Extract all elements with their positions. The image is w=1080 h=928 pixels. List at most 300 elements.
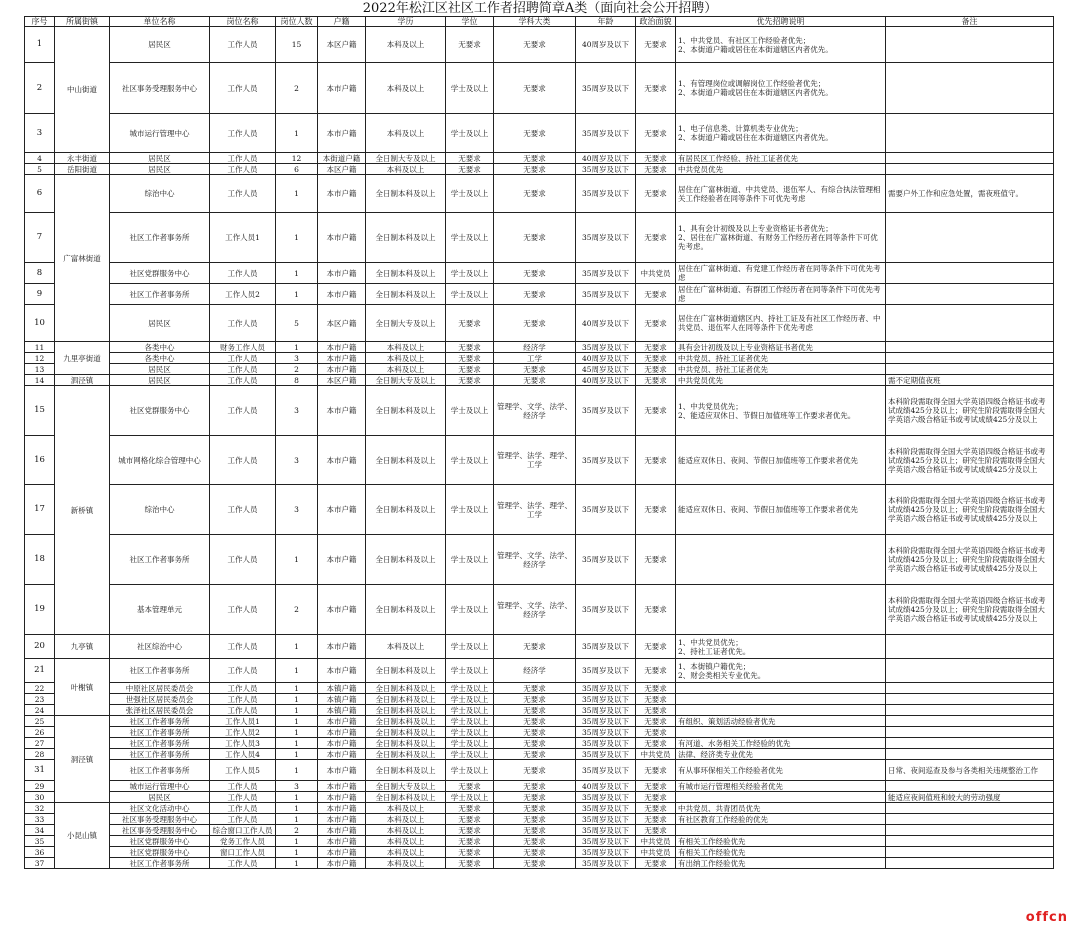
- count-cell: 12: [276, 153, 318, 164]
- hukou-cell: 本市户籍: [318, 114, 366, 153]
- post-cell: 工作人员2: [210, 727, 276, 738]
- post-cell: 工作人员: [210, 683, 276, 694]
- note-cell: 需要户外工作和应急处置，需夜班值守。: [886, 175, 1054, 213]
- politics-cell: 无要求: [636, 858, 676, 869]
- major-cell: 无要求: [494, 635, 576, 659]
- table-row: [25, 375, 1054, 386]
- hukou-cell: 本市户籍: [318, 284, 366, 305]
- column-header: 学位: [446, 17, 494, 27]
- degree-cell: 无要求: [446, 858, 494, 869]
- post-cell: 工作人员: [210, 386, 276, 436]
- row-number: 6: [25, 175, 55, 213]
- note-cell: 能适应夜间值班和较大的劳动强度: [886, 792, 1054, 803]
- degree-cell: 学士及以上: [446, 485, 494, 535]
- row-number: 32: [25, 803, 55, 814]
- politics-cell: 无要求: [636, 683, 676, 694]
- politics-cell: 无要求: [636, 738, 676, 749]
- politics-cell: 无要求: [636, 485, 676, 535]
- unit-cell: 各类中心: [110, 353, 210, 364]
- major-cell: 无要求: [494, 760, 576, 781]
- major-cell: 无要求: [494, 284, 576, 305]
- post-cell: 工作人员: [210, 814, 276, 825]
- age-cell: 35周岁及以下: [576, 659, 636, 683]
- politics-cell: 无要求: [636, 727, 676, 738]
- major-cell: 无要求: [494, 738, 576, 749]
- edu-cell: 本科及以上: [366, 814, 446, 825]
- priority-cell: [676, 705, 886, 716]
- hukou-cell: 本街道户籍: [318, 153, 366, 164]
- edu-cell: 全日制本科及以上: [366, 263, 446, 284]
- age-cell: 35周岁及以下: [576, 535, 636, 585]
- post-cell: 工作人员: [210, 164, 276, 175]
- count-cell: 3: [276, 436, 318, 485]
- politics-cell: 无要求: [636, 760, 676, 781]
- row-number: 19: [25, 585, 55, 635]
- degree-cell: 无要求: [446, 353, 494, 364]
- unit-cell: 各类中心: [110, 342, 210, 353]
- age-cell: 35周岁及以下: [576, 63, 636, 114]
- unit-cell: 综治中心: [110, 175, 210, 213]
- table-row: [25, 485, 1054, 535]
- post-cell: 工作人员: [210, 305, 276, 342]
- note-cell: [886, 705, 1054, 716]
- age-cell: 35周岁及以下: [576, 814, 636, 825]
- age-cell: 40周岁及以下: [576, 153, 636, 164]
- priority-cell: 有相关工作经验优先: [676, 847, 886, 858]
- row-number: 15: [25, 386, 55, 436]
- note-cell: [886, 803, 1054, 814]
- priority-cell: 居住在广富林街道、有群团工作经历者在同等条件下可优先考虑: [676, 284, 886, 305]
- age-cell: 35周岁及以下: [576, 635, 636, 659]
- post-cell: 工作人员: [210, 353, 276, 364]
- priority-cell: 中共党员、持社工证者优先: [676, 353, 886, 364]
- recruitment-table: [24, 16, 1054, 869]
- politics-cell: 无要求: [636, 585, 676, 635]
- edu-cell: 本科及以上: [366, 164, 446, 175]
- major-cell: 无要求: [494, 263, 576, 284]
- edu-cell: 全日制本科及以上: [366, 738, 446, 749]
- unit-cell: 居民区: [110, 164, 210, 175]
- note-cell: [886, 263, 1054, 284]
- hukou-cell: 本市户籍: [318, 803, 366, 814]
- major-cell: 无要求: [494, 164, 576, 175]
- hukou-cell: 本市户籍: [318, 814, 366, 825]
- politics-cell: 无要求: [636, 213, 676, 263]
- unit-cell: 社区工作者事务所: [110, 858, 210, 869]
- age-cell: 35周岁及以下: [576, 825, 636, 836]
- priority-cell: 中共党员、持社工证者优先: [676, 364, 886, 375]
- row-number: 13: [25, 364, 55, 375]
- post-cell: 工作人员: [210, 175, 276, 213]
- offcn-watermark: offcn: [1025, 910, 1068, 925]
- edu-cell: 本科及以上: [366, 63, 446, 114]
- age-cell: 35周岁及以下: [576, 694, 636, 705]
- table-body: [25, 27, 1054, 869]
- post-cell: 工作人员3: [210, 738, 276, 749]
- count-cell: 1: [276, 792, 318, 803]
- major-cell: 无要求: [494, 847, 576, 858]
- hukou-cell: 本区户籍: [318, 164, 366, 175]
- degree-cell: 学士及以上: [446, 705, 494, 716]
- priority-cell: 中共党员优先: [676, 164, 886, 175]
- table-row: [25, 716, 1054, 727]
- count-cell: 3: [276, 353, 318, 364]
- major-cell: 无要求: [494, 803, 576, 814]
- post-cell: 工作人员: [210, 858, 276, 869]
- politics-cell: 无要求: [636, 375, 676, 386]
- unit-cell: 社区工作者事务所: [110, 659, 210, 683]
- politics-cell: 无要求: [636, 694, 676, 705]
- hukou-cell: 本市户籍: [318, 781, 366, 792]
- unit-cell: 社区事务受理服务中心: [110, 825, 210, 836]
- priority-cell: 1、中共党员优先； 2、持社工证者优先。: [676, 635, 886, 659]
- unit-cell: 城市运行管理中心: [110, 114, 210, 153]
- hukou-cell: 本市户籍: [318, 847, 366, 858]
- priority-cell: [676, 825, 886, 836]
- age-cell: 35周岁及以下: [576, 749, 636, 760]
- note-cell: [886, 164, 1054, 175]
- edu-cell: 全日制本科及以上: [366, 659, 446, 683]
- table-row: [25, 727, 1054, 738]
- edu-cell: 全日制本科及以上: [366, 284, 446, 305]
- age-cell: 35周岁及以下: [576, 342, 636, 353]
- edu-cell: 本科及以上: [366, 847, 446, 858]
- priority-cell: [676, 792, 886, 803]
- degree-cell: 学士及以上: [446, 585, 494, 635]
- degree-cell: 无要求: [446, 27, 494, 63]
- major-cell: 无要求: [494, 814, 576, 825]
- post-cell: 窗口工作人员: [210, 847, 276, 858]
- unit-cell: 社区文化活动中心: [110, 803, 210, 814]
- politics-cell: 无要求: [636, 114, 676, 153]
- hukou-cell: 本市户籍: [318, 485, 366, 535]
- row-number: 33: [25, 814, 55, 825]
- table-row: [25, 749, 1054, 760]
- edu-cell: 本科及以上: [366, 114, 446, 153]
- degree-cell: 学士及以上: [446, 63, 494, 114]
- major-cell: 无要求: [494, 305, 576, 342]
- degree-cell: 无要求: [446, 364, 494, 375]
- degree-cell: 学士及以上: [446, 716, 494, 727]
- edu-cell: 本科及以上: [366, 27, 446, 63]
- unit-cell: 社区工作者事务所: [110, 727, 210, 738]
- table-row: [25, 814, 1054, 825]
- note-cell: 本科阶段需取得全国大学英语四级合格证书或考试成绩425分及以上；研究生阶段需取得全国大学英语六级合格证书或考试成绩425分及以上: [886, 386, 1054, 436]
- major-cell: 管理学、文学、法学、经济学: [494, 386, 576, 436]
- major-cell: 无要求: [494, 694, 576, 705]
- age-cell: 35周岁及以下: [576, 705, 636, 716]
- table-header: [25, 17, 1054, 27]
- age-cell: 35周岁及以下: [576, 485, 636, 535]
- unit-cell: 社区事务受理服务中心: [110, 814, 210, 825]
- edu-cell: 全日制本科及以上: [366, 716, 446, 727]
- post-cell: 工作人员: [210, 263, 276, 284]
- post-cell: 党务工作人员: [210, 836, 276, 847]
- hukou-cell: 本市户籍: [318, 386, 366, 436]
- count-cell: 1: [276, 803, 318, 814]
- politics-cell: 无要求: [636, 705, 676, 716]
- note-cell: 日常、夜间巡查及参与各类相关违规整治工作: [886, 760, 1054, 781]
- major-cell: 无要求: [494, 63, 576, 114]
- hukou-cell: 本市户籍: [318, 342, 366, 353]
- age-cell: 35周岁及以下: [576, 284, 636, 305]
- unit-cell: 居民区: [110, 305, 210, 342]
- note-cell: [886, 659, 1054, 683]
- edu-cell: 全日制大专及以上: [366, 153, 446, 164]
- priority-cell: 中共党员优先: [676, 375, 886, 386]
- major-cell: 无要求: [494, 213, 576, 263]
- post-cell: 工作人员: [210, 364, 276, 375]
- note-cell: [886, 727, 1054, 738]
- table-row: [25, 436, 1054, 485]
- unit-cell: 居民区: [110, 364, 210, 375]
- degree-cell: 学士及以上: [446, 263, 494, 284]
- count-cell: 1: [276, 705, 318, 716]
- degree-cell: 学士及以上: [446, 727, 494, 738]
- priority-cell: 有出纳工作经验优先: [676, 858, 886, 869]
- priority-cell: 能适应双休日、夜间、节假日加值班等工作要求者优先: [676, 436, 886, 485]
- major-cell: 无要求: [494, 727, 576, 738]
- row-number: 31: [25, 760, 55, 781]
- major-cell: 无要求: [494, 749, 576, 760]
- table-row: [25, 342, 1054, 353]
- politics-cell: 中共党员: [636, 836, 676, 847]
- hukou-cell: 本市户籍: [318, 858, 366, 869]
- column-header: 年龄: [576, 17, 636, 27]
- row-number: 35: [25, 836, 55, 847]
- major-cell: 无要求: [494, 705, 576, 716]
- priority-cell: 居住在广富林街道辖区内、持社工证及有社区工作经历者、中共党员、退伍军人在同等条件下优先考虑: [676, 305, 886, 342]
- note-cell: [886, 284, 1054, 305]
- table-row: [25, 386, 1054, 436]
- post-cell: 工作人员: [210, 63, 276, 114]
- table-row: [25, 153, 1054, 164]
- politics-cell: 中共党员: [636, 847, 676, 858]
- major-cell: 无要求: [494, 375, 576, 386]
- unit-cell: 综治中心: [110, 485, 210, 535]
- age-cell: 35周岁及以下: [576, 114, 636, 153]
- degree-cell: 无要求: [446, 803, 494, 814]
- note-cell: 需不定期值夜班: [886, 375, 1054, 386]
- hukou-cell: 本市户籍: [318, 716, 366, 727]
- major-cell: 管理学、法学、理学、工学: [494, 436, 576, 485]
- count-cell: 3: [276, 781, 318, 792]
- degree-cell: 学士及以上: [446, 738, 494, 749]
- degree-cell: 学士及以上: [446, 386, 494, 436]
- table-row: [25, 63, 1054, 114]
- town-cell: 永丰街道: [55, 153, 110, 164]
- unit-cell: 社区工作者事务所: [110, 738, 210, 749]
- post-cell: 工作人员: [210, 27, 276, 63]
- post-cell: 综合窗口工作人员: [210, 825, 276, 836]
- row-number: 2: [25, 63, 55, 114]
- table-row: [25, 364, 1054, 375]
- major-cell: 无要求: [494, 825, 576, 836]
- post-cell: 工作人员5: [210, 760, 276, 781]
- row-number: 23: [25, 694, 55, 705]
- count-cell: 1: [276, 749, 318, 760]
- count-cell: 2: [276, 825, 318, 836]
- edu-cell: 全日制本科及以上: [366, 792, 446, 803]
- row-number: 10: [25, 305, 55, 342]
- age-cell: 40周岁及以下: [576, 353, 636, 364]
- count-cell: 1: [276, 683, 318, 694]
- row-number: 4: [25, 153, 55, 164]
- table-row: [25, 114, 1054, 153]
- degree-cell: 学士及以上: [446, 792, 494, 803]
- age-cell: 40周岁及以下: [576, 781, 636, 792]
- count-cell: 1: [276, 814, 318, 825]
- unit-cell: 社区党群服务中心: [110, 847, 210, 858]
- note-cell: [886, 749, 1054, 760]
- table-row: [25, 213, 1054, 263]
- count-cell: 3: [276, 386, 318, 436]
- priority-cell: 1、有管理岗位或调解岗位工作经验者优先； 2、本街道户籍或居住在本街道辖区内者优先。: [676, 63, 886, 114]
- count-cell: 5: [276, 305, 318, 342]
- degree-cell: 无要求: [446, 305, 494, 342]
- town-cell: 泗泾镇: [55, 375, 110, 386]
- unit-cell: 社区工作者事务所: [110, 535, 210, 585]
- count-cell: 1: [276, 738, 318, 749]
- degree-cell: 无要求: [446, 153, 494, 164]
- degree-cell: 学士及以上: [446, 694, 494, 705]
- degree-cell: 学士及以上: [446, 749, 494, 760]
- column-header: 岗位人数: [276, 17, 318, 27]
- age-cell: 45周岁及以下: [576, 364, 636, 375]
- edu-cell: 全日制本科及以上: [366, 749, 446, 760]
- count-cell: 8: [276, 375, 318, 386]
- town-cell: 洞泾镇: [55, 716, 110, 803]
- row-number: 7: [25, 213, 55, 263]
- major-cell: 无要求: [494, 175, 576, 213]
- major-cell: 无要求: [494, 792, 576, 803]
- edu-cell: 本科及以上: [366, 803, 446, 814]
- priority-cell: 具有会计初级及以上专业资格证书者优先: [676, 342, 886, 353]
- edu-cell: 全日制本科及以上: [366, 683, 446, 694]
- politics-cell: 无要求: [636, 63, 676, 114]
- unit-cell: 城市网格化综合管理中心: [110, 436, 210, 485]
- post-cell: 工作人员: [210, 585, 276, 635]
- edu-cell: 全日制本科及以上: [366, 386, 446, 436]
- degree-cell: 学士及以上: [446, 436, 494, 485]
- age-cell: 35周岁及以下: [576, 683, 636, 694]
- note-cell: [886, 63, 1054, 114]
- priority-cell: [676, 694, 886, 705]
- post-cell: 工作人员: [210, 803, 276, 814]
- note-cell: [886, 635, 1054, 659]
- unit-cell: 社区党群服务中心: [110, 386, 210, 436]
- degree-cell: 无要求: [446, 342, 494, 353]
- degree-cell: 学士及以上: [446, 175, 494, 213]
- politics-cell: 中共党员: [636, 263, 676, 284]
- age-cell: 35周岁及以下: [576, 727, 636, 738]
- row-number: 8: [25, 263, 55, 284]
- table-row: [25, 705, 1054, 716]
- table-row: [25, 635, 1054, 659]
- post-cell: 工作人员: [210, 153, 276, 164]
- post-cell: 工作人员1: [210, 716, 276, 727]
- priority-cell: 有城市运行管理相关经验者优先: [676, 781, 886, 792]
- unit-cell: 社区工作者事务所: [110, 760, 210, 781]
- note-cell: [886, 353, 1054, 364]
- unit-cell: 社区工作者事务所: [110, 716, 210, 727]
- table-row: [25, 781, 1054, 792]
- table-row: [25, 353, 1054, 364]
- hukou-cell: 本市户籍: [318, 825, 366, 836]
- degree-cell: 学士及以上: [446, 213, 494, 263]
- unit-cell: 社区党群服务中心: [110, 836, 210, 847]
- post-cell: 工作人员2: [210, 284, 276, 305]
- table-row: [25, 659, 1054, 683]
- edu-cell: 全日制大专及以上: [366, 375, 446, 386]
- edu-cell: 全日制本科及以上: [366, 213, 446, 263]
- note-cell: [886, 836, 1054, 847]
- degree-cell: 无要求: [446, 825, 494, 836]
- politics-cell: 无要求: [636, 153, 676, 164]
- edu-cell: 全日制本科及以上: [366, 585, 446, 635]
- hukou-cell: 本市户籍: [318, 836, 366, 847]
- row-number: 27: [25, 738, 55, 749]
- age-cell: 40周岁及以下: [576, 305, 636, 342]
- age-cell: 40周岁及以下: [576, 27, 636, 63]
- major-cell: 管理学、文学、法学、经济学: [494, 535, 576, 585]
- row-number: 17: [25, 485, 55, 535]
- edu-cell: 全日制大专及以上: [366, 305, 446, 342]
- note-cell: [886, 213, 1054, 263]
- unit-cell: 张泽社区居民委员会: [110, 705, 210, 716]
- priority-cell: [676, 535, 886, 585]
- age-cell: 35周岁及以下: [576, 175, 636, 213]
- count-cell: 1: [276, 263, 318, 284]
- age-cell: 35周岁及以下: [576, 716, 636, 727]
- major-cell: 无要求: [494, 153, 576, 164]
- count-cell: 1: [276, 760, 318, 781]
- priority-cell: 有社区教育工作经验的优先: [676, 814, 886, 825]
- degree-cell: 无要求: [446, 164, 494, 175]
- degree-cell: 无要求: [446, 847, 494, 858]
- priority-cell: 居住在广富林街道、有党建工作经历者在同等条件下可优先考虑: [676, 263, 886, 284]
- major-cell: 无要求: [494, 781, 576, 792]
- priority-cell: 有居民区工作经验、持社工证者优先: [676, 153, 886, 164]
- post-cell: 工作人员: [210, 535, 276, 585]
- priority-cell: [676, 585, 886, 635]
- post-cell: 工作人员: [210, 792, 276, 803]
- major-cell: 工学: [494, 353, 576, 364]
- column-header: 所属街镇: [55, 17, 110, 27]
- unit-cell: 居民区: [110, 375, 210, 386]
- count-cell: 2: [276, 364, 318, 375]
- table-row: [25, 760, 1054, 781]
- table-row: [25, 847, 1054, 858]
- column-header: 单位名称: [110, 17, 210, 27]
- unit-cell: 居民区: [110, 792, 210, 803]
- age-cell: 35周岁及以下: [576, 738, 636, 749]
- edu-cell: 全日制大专及以上: [366, 781, 446, 792]
- count-cell: 1: [276, 213, 318, 263]
- unit-cell: 基本管理单元: [110, 585, 210, 635]
- row-number: 30: [25, 792, 55, 803]
- degree-cell: 学士及以上: [446, 760, 494, 781]
- hukou-cell: 本市户籍: [318, 635, 366, 659]
- post-cell: 工作人员: [210, 375, 276, 386]
- age-cell: 40周岁及以下: [576, 375, 636, 386]
- age-cell: 35周岁及以下: [576, 803, 636, 814]
- priority-cell: 居住在广富林街道、中共党员、退伍军人、有综合执法管理相关工作经验者在同等条件下可优先考虑: [676, 175, 886, 213]
- politics-cell: 无要求: [636, 535, 676, 585]
- table-row: [25, 825, 1054, 836]
- note-cell: 本科阶段需取得全国大学英语四级合格证书或考试成绩425分及以上；研究生阶段需取得全国大学英语六级合格证书或考试成绩425分及以上: [886, 485, 1054, 535]
- note-cell: [886, 27, 1054, 63]
